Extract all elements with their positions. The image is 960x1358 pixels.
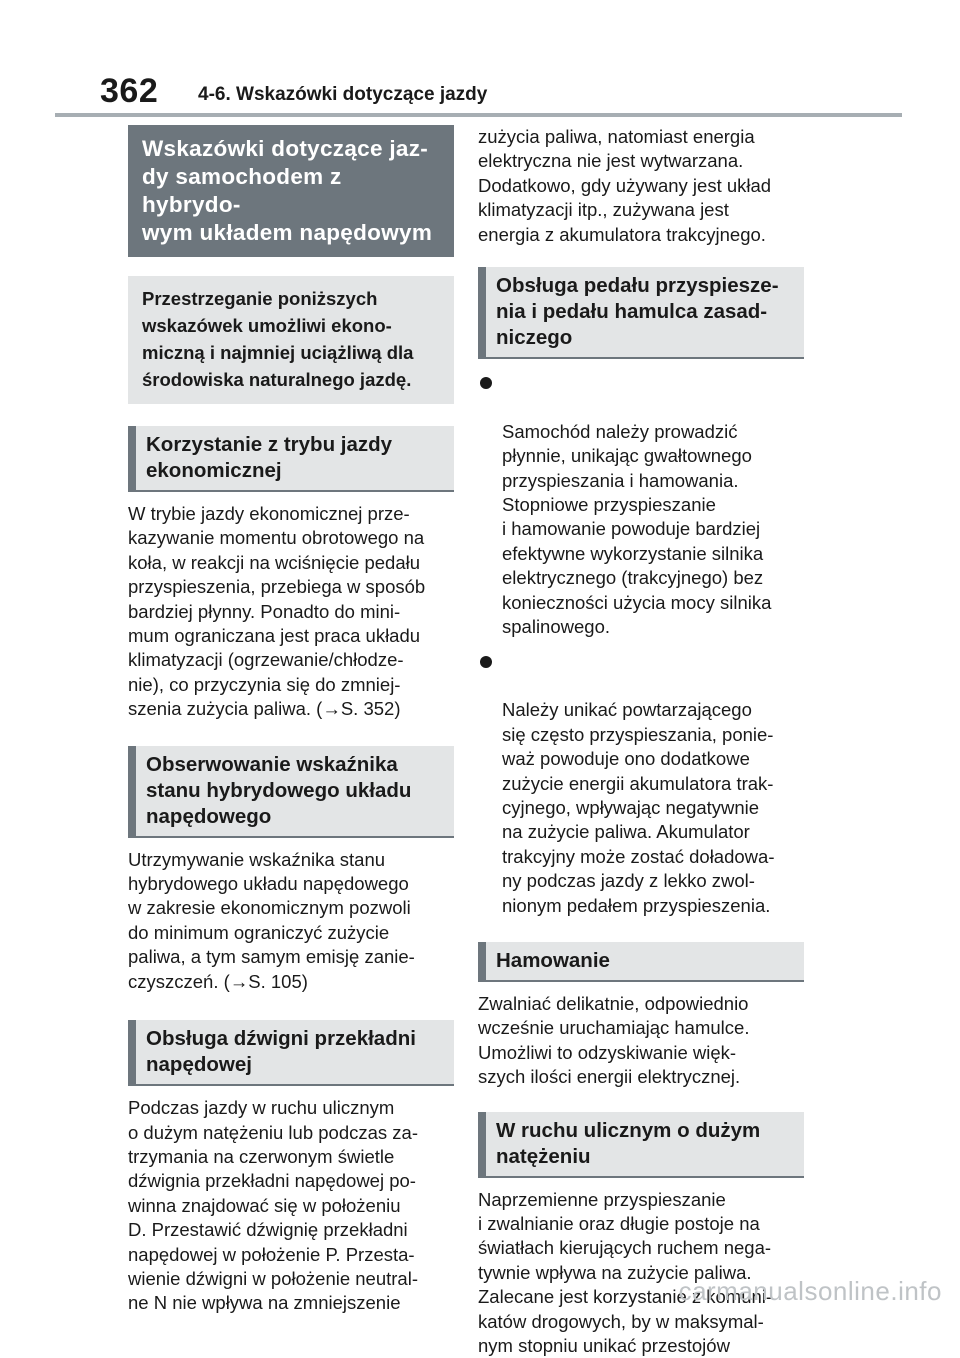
section-text-braking: Zwalniać delikatnie, odpowiednio wcześnie uruchamiając hamulce. Umożliwi to odzyskiwanie więk- szych ilości energii elektrycznej.: [478, 992, 750, 1088]
bullet-icon: [480, 656, 492, 668]
section-heading-hybrid-indicator: Obserwowanie wskaźnika stanu hybrydowego układu napędowego: [128, 746, 454, 838]
continuation-text: zużycia paliwa, natomiast energia elektryczna nie jest wytwarzana. Dodatkowo, gdy używany jest układ klimatyzacji itp., zużywana jest energia z akumulatora trakcyjnego.: [478, 126, 772, 245]
header-divider: [55, 113, 902, 117]
bullet-text: Samochód należy prowadzić płynnie, unikając gwałtownego przyspieszania i hamowania. Stopniowe przyspieszanie i hamowanie powoduje bardziej efektywne wykorzystanie silnika elektrycznego (trakcyjnego) bez konieczności użycia mocy silnika spalinowego.: [502, 420, 772, 638]
list-item: [478, 371, 804, 639]
bullet-text: Należy unikać powtarzającego się często przyspieszania, ponie- waż powoduje ono dodatkowe zużycie energii akumulatora trak- cyjnego, wpływając negatywnie na zużycie paliwa. Akumulator trakcyjny może zostać doładowa- ny podczas jazdy z lekko zwol- nionym pedałem przyspieszenia.: [502, 699, 775, 916]
section-heading-eco-mode: Korzystanie z trybu jazdy ekonomicznej: [128, 426, 454, 492]
section-text-hybrid-indicator: Utrzymywanie wskaźnika stanu hybrydowego układu napędowego w zakresie ekonomicznym pozwoli do minimum ograniczyć zużycie paliwa, a tym samym emisję zanie- czyszczeń. (→S. 105): [128, 848, 415, 992]
chapter-title: 4-6. Wskazówki dotyczące jazdy: [198, 84, 488, 105]
right-column: [478, 125, 804, 1358]
left-column: [128, 125, 454, 1316]
section-heading-pedals: Obsługa pedału przyspiesze- nia i pedału hamulca zasad- niczego: [478, 267, 804, 359]
section-text-shift-lever: Podczas jazdy w ruchu ulicznym o dużym natężeniu lub podczas za- trzymania na czerwonym świetle dźwignia przekładni napędowej po- winna znajdować się w położeniu D. Przestawić dźwignię przekładni napędowej w położenie P. Przesta- wienie dźwigni w położenie neutral- ne N nie wpływa na zmniejszenie: [128, 1097, 419, 1314]
section-heading-heavy-traffic: W ruchu ulicznym o dużym natężeniu: [478, 1112, 804, 1178]
main-title: Wskazówki dotyczące jaz- dy samochodem z hybrydo- wym układem napędowym: [128, 125, 454, 257]
intro-box: Przestrzeganie poniższych wskazówek umożliwi ekono- miczną i najmniej uciążliwą dla środowiska naturalnego jazdę.: [128, 276, 454, 404]
section-text-heavy-traffic: Naprzemienne przyspieszanie i zwalnianie oraz długie postoje na światłach kierujących ruchem nega- tywnie wpływa na zużycie paliwa. Zalecane jest korzystanie z komuni- katów drogowych, by w maksymal- nym stopniu unikać przestojów: [478, 1188, 773, 1357]
watermark: carmanualsonline.info: [678, 1276, 942, 1306]
section-text-eco-mode: W trybie jazdy ekonomicznej prze- kazywanie momentu obrotowego na koła, w reakcji na wciśnięcie pedału przyspieszenia, przebiega w sposób bardziej płynny. Ponadto do mini- mum ograniczana jest praca układu klimatyzacji (ogrzewanie/chłodze- nie), co przyczynia się do zmniej- szenia zużycia paliwa. (→S. 352): [128, 503, 426, 720]
section-heading-shift-lever: Obsługa dźwigni przekładni napędowej: [128, 1020, 454, 1086]
pedal-bullet-list: [478, 371, 804, 918]
page-header: [0, 0, 960, 116]
bullet-icon: [480, 377, 492, 389]
section-heading-braking: Hamowanie: [478, 942, 804, 982]
list-item: [478, 650, 804, 918]
page-number: 362: [100, 72, 159, 110]
